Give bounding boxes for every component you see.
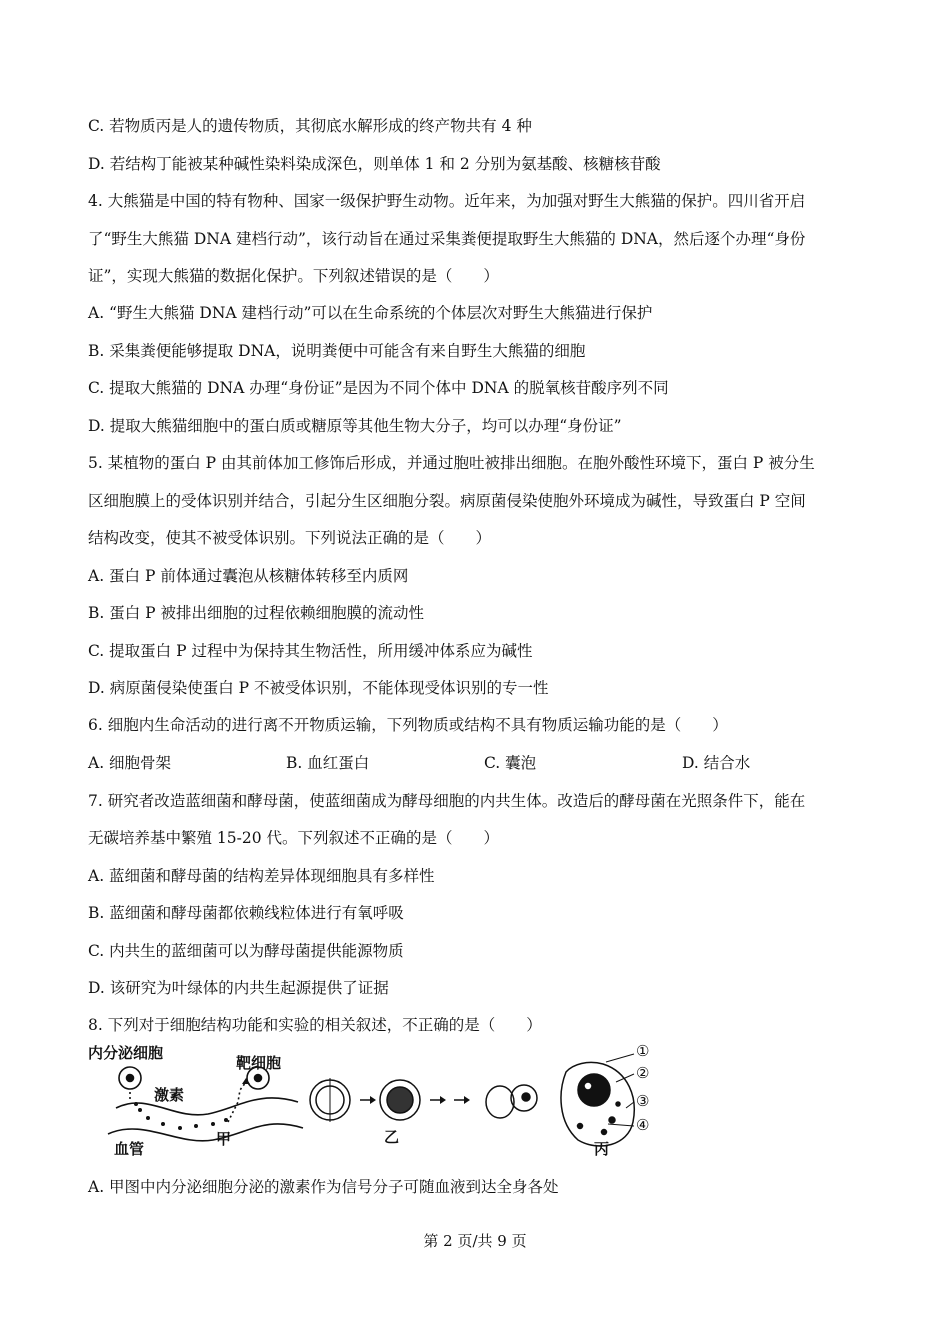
option-7b: B. 蓝细菌和酵母菌都依赖线粒体进行有氧呼吸 (88, 904, 404, 922)
question-4-line3: 证”，实现大熊猫的数据化保护。下列叙述错误的是（ ） (88, 267, 499, 285)
question-5-line3: 结构改变，使其不被受体识别。下列说法正确的是（ ） (88, 529, 492, 547)
marker-2: ② (636, 1064, 650, 1082)
option-6a: A. 细胞骨架 (88, 754, 172, 772)
question-5-line1: 5. 某植物的蛋白 P 由其前体加工修饰后形成，并通过胞吐被排出细胞。在胞外酸性环境下，蛋白 P 被分生 (88, 454, 815, 472)
panel-jia-label: 甲 (216, 1130, 232, 1148)
marker-4: ④ (636, 1116, 650, 1134)
option-4c: C. 提取大熊猫的 DNA 办理“身份证”是因为不同个体中 DNA 的脱氧核苷酸序列不同 (88, 379, 669, 397)
question-6-options (88, 753, 848, 773)
marker-3: ③ (636, 1092, 650, 1110)
option-3d: D. 若结构丁能被某种碱性染料染成深色，则单体 1 和 2 分别为氨基酸、核糖核苷酸 (88, 155, 661, 173)
option-4d: D. 提取大熊猫细胞中的蛋白质或糖原等其他生物大分子，均可以办理“身份证” (88, 417, 622, 435)
panel-yi (310, 1078, 537, 1122)
panel-bing-label: 丙 (594, 1140, 610, 1158)
target-cell-label: 靶细胞 (236, 1054, 282, 1072)
question-5-line2: 区细胞膜上的受体识别并结合，引起分生区细胞分裂。病原菌侵染使胞外环境成为碱性，导致蛋白 P 空间 (88, 492, 806, 510)
option-3c: C. 若物质丙是人的遗传物质，其彻底水解形成的终产物共有 4 种 (88, 117, 532, 135)
option-7d: D. 该研究为叶绿体的内共生起源提供了证据 (88, 979, 389, 997)
marker-1: ① (636, 1042, 650, 1060)
option-8a: A. 甲图中内分泌细胞分泌的激素作为信号分子可随血液到达全身各处 (88, 1178, 559, 1196)
panel-bing (561, 1054, 634, 1146)
question-4-line1: 4. 大熊猫是中国的特有物种、国家一级保护野生动物。近年来，为加强对野生大熊猫的保护。四川省开启 (88, 192, 806, 210)
endocrine-cell-label: 内分泌细胞 (88, 1044, 164, 1062)
question-7-line1: 7. 研究者改造蓝细菌和酵母菌，使蓝细菌成为酵母细胞的内共生体。改造后的酵母菌在光照条件下，能在 (88, 792, 806, 810)
question-4-line2: 了“野生大熊猫 DNA 建档行动”，该行动旨在通过采集粪便提取野生大熊猫的 DNA，然后逐个办理“身份 (88, 230, 806, 248)
option-5b: B. 蛋白 P 被排出细胞的过程依赖细胞膜的流动性 (88, 604, 425, 622)
option-7c: C. 内共生的蓝细菌可以为酵母菌提供能源物质 (88, 942, 404, 960)
question-8: 8. 下列对于细胞结构功能和实验的相关叙述，不正确的是（ ） (88, 1016, 542, 1034)
page-footer: 第 2 页/共 9 页 (423, 1232, 527, 1250)
option-5a: A. 蛋白 P 前体通过囊泡从核糖体转移至内质网 (88, 567, 409, 585)
option-7a: A. 蓝细菌和酵母菌的结构差异体现细胞具有多样性 (88, 867, 435, 885)
option-6d: D. 结合水 (682, 754, 751, 772)
option-6c: C. 囊泡 (484, 754, 537, 772)
question-7-line2: 无碳培养基中繁殖 15-20 代。下列叙述不正确的是（ ） (88, 829, 500, 847)
option-4b: B. 采集粪便能够提取 DNA，说明粪便中可能含有来自野生大熊猫的细胞 (88, 342, 586, 360)
panel-yi-label: 乙 (384, 1128, 400, 1146)
option-5c: C. 提取蛋白 P 过程中为保持其生物活性，所用缓冲体系应为碱性 (88, 642, 533, 660)
option-5d: D. 病原菌侵染使蛋白 P 不被受体识别，不能体现受体识别的专一性 (88, 679, 549, 697)
question-6: 6. 细胞内生命活动的进行离不开物质运输，下列物质或结构不具有物质运输功能的是（ ） (88, 716, 728, 734)
question-8-figure (88, 1042, 660, 1164)
blood-vessel-label: 血管 (114, 1140, 145, 1158)
hormone-label: 激素 (154, 1086, 185, 1104)
option-6b: B. 血红蛋白 (286, 754, 370, 772)
option-4a: A. “野生大熊猫 DNA 建档行动”可以在生命系统的个体层次对野生大熊猫进行保护 (88, 304, 653, 322)
